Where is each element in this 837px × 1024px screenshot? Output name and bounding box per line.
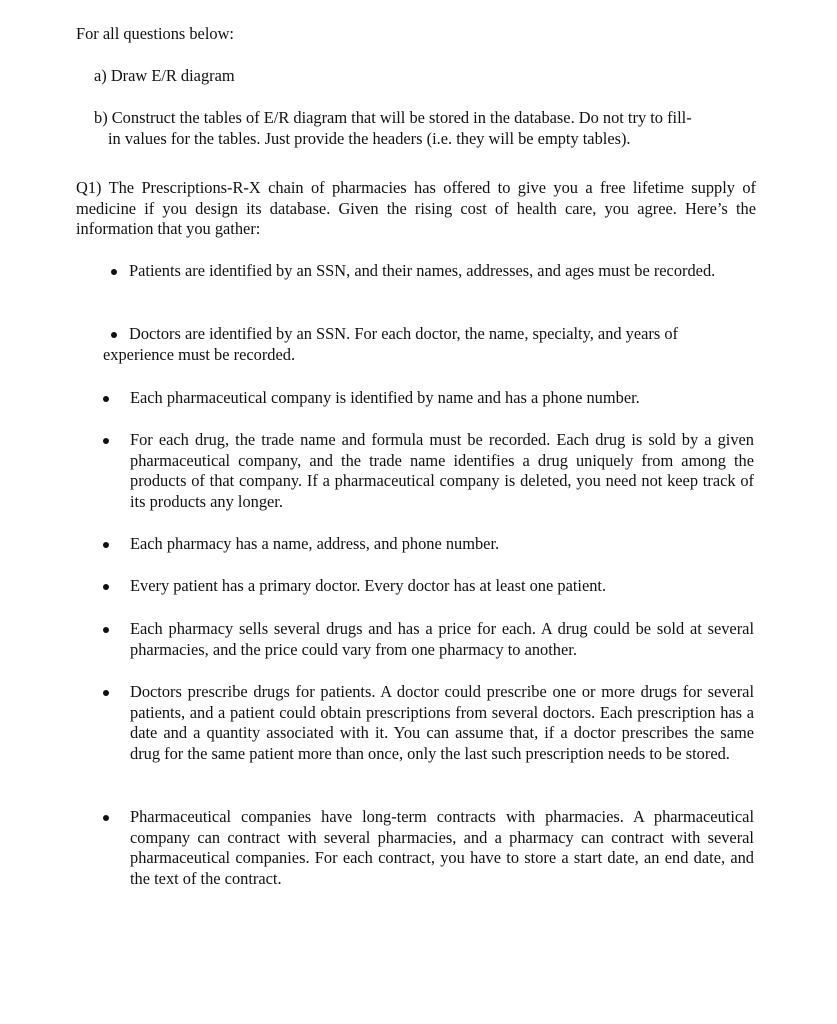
list-item-text: Each pharmaceutical company is identified by name and has a phone number.	[130, 388, 640, 407]
bullet-dot	[103, 396, 109, 402]
bullet-dot	[103, 438, 109, 444]
question-intro: Q1) The Prescriptions-R-X chain of pharmacies has offered to give you a free lifetime supply of medicine if you design its database. Given the rising cost of health care, you agree. Here’s the information that you gather:	[76, 178, 756, 239]
list-item-text: Each pharmacy sells several drugs and has a price for each. A drug could be sold at several pharmacies, and the price could vary from one pharmacy to another.	[130, 619, 754, 659]
bullet-dot	[103, 542, 109, 548]
step-b-text	[94, 108, 754, 149]
step-b-first-line: b) Construct the tables of E/R diagram that will be stored in the database. Do not try to fill-	[94, 108, 692, 127]
list-item-text: Each pharmacy has a name, address, and phone number.	[130, 534, 500, 553]
bullet-dot	[103, 627, 109, 633]
list-item-text: For each drug, the trade name and formula must be recorded. Each drug is sold by a given pharmaceutical company, and the trade name identifies a drug uniquely from among the products of that company. If a pharmaceutical company is deleted, you need not keep track of its products any longer.	[130, 430, 754, 511]
list-item-text: Pharmaceutical companies have long-term contracts with pharmacies. A pharmaceutical company can contract with several pharmacies, and a pharmacy can contract with several pharmaceutical companies. For each contract, you have to store a start date, an end date, and the text of the contract.	[130, 807, 754, 888]
bullet-dot	[103, 815, 109, 821]
list-item-text: Every patient has a primary doctor. Every doctor has at least one patient.	[130, 576, 607, 595]
step-b-rest: in values for the tables. Just provide the headers (i.e. they will be empty tables).	[108, 128, 631, 148]
list-item-text: Patients are identified by an SSN, and their names, addresses, and ages must be recorded.	[129, 261, 716, 280]
bullet-dot	[103, 690, 109, 696]
step-a-text: a) Draw E/R diagram	[94, 66, 235, 85]
list-item-text: Doctors are identified by an SSN. For each doctor, the name, specialty, and years of experience must be recorded.	[103, 324, 679, 364]
bullet-dot	[103, 584, 109, 590]
instructions-intro: For all questions below:	[76, 24, 234, 43]
list-item-text: Doctors prescribe drugs for patients. A doctor could prescribe one or more drugs for several patients, and a patient could obtain prescriptions from several doctors. Each prescription has a date and a quantity associated with it. You can assume that, if a doctor prescribes the same drug for the same patient more than once, only the last such prescription needs to be stored.	[130, 682, 754, 763]
